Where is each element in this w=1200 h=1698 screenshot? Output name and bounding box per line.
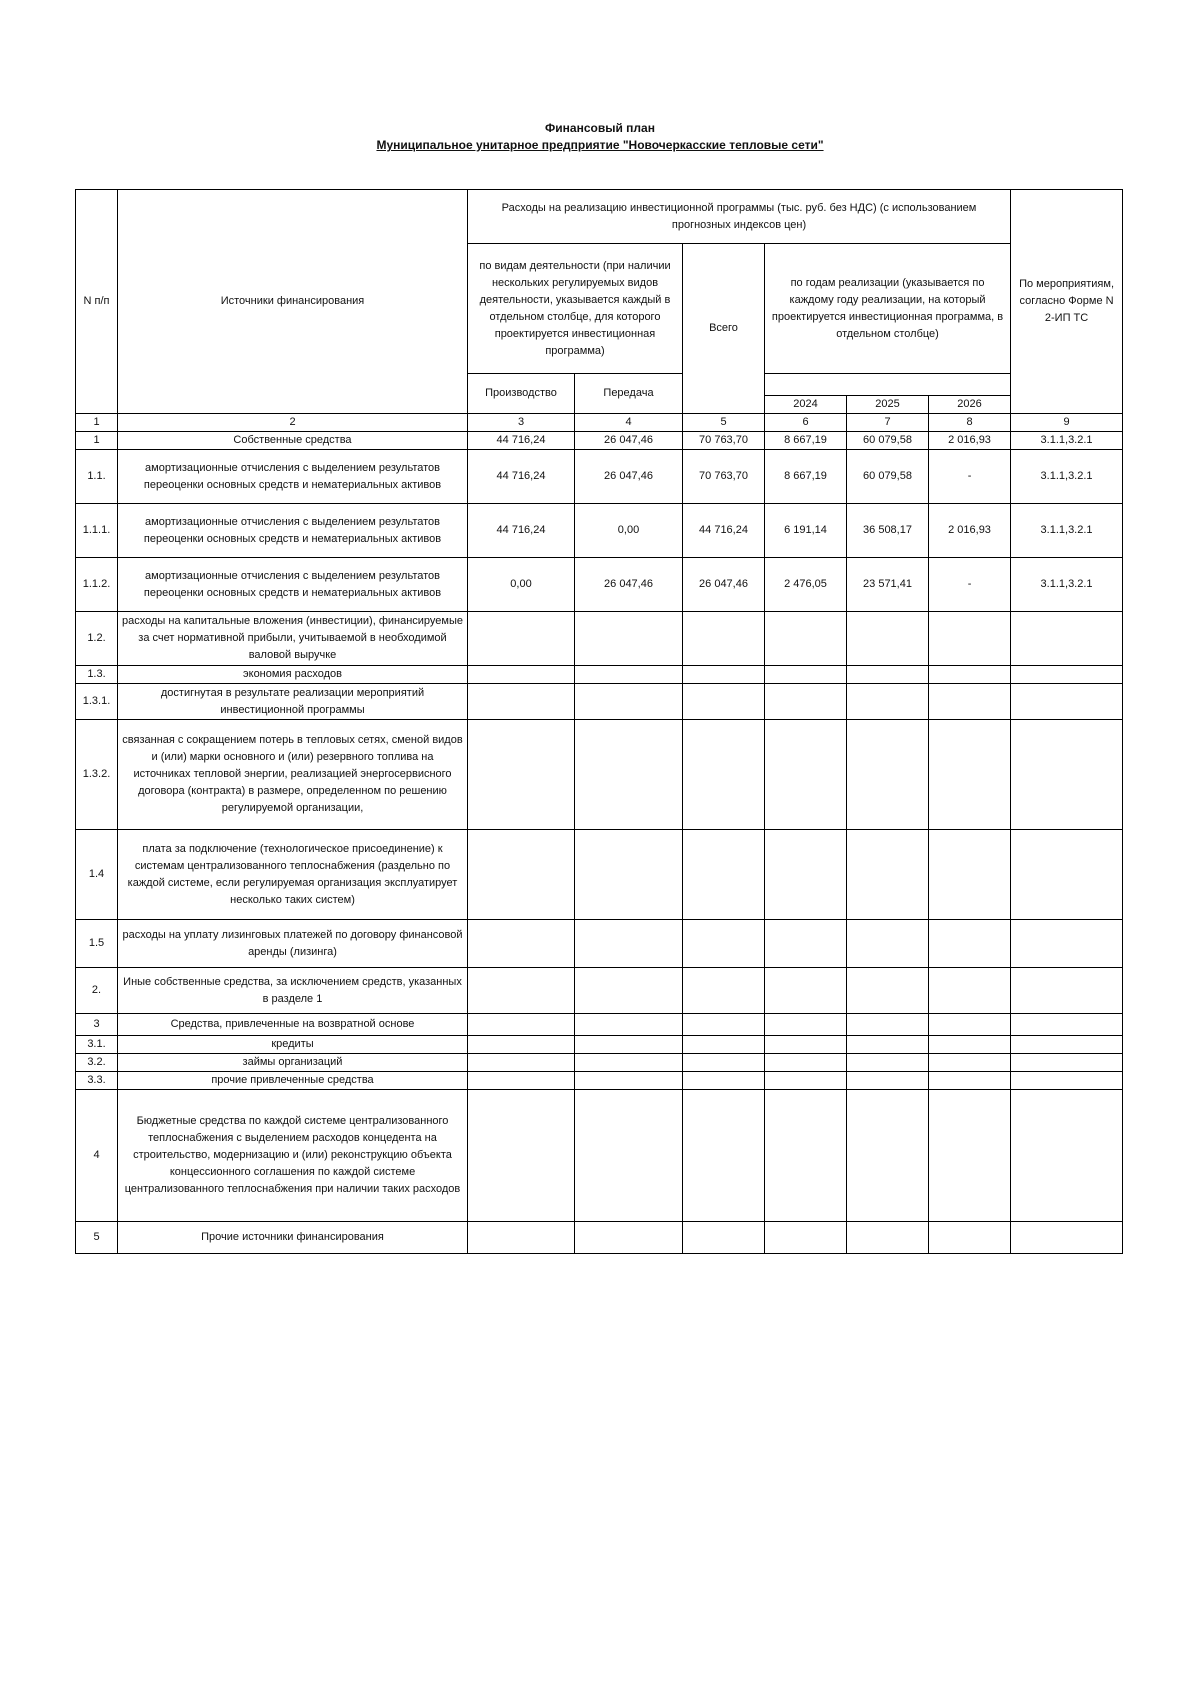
- row-2026: -: [929, 450, 1011, 504]
- table-row: [76, 450, 1123, 504]
- row-number: 3.1.: [76, 1036, 118, 1054]
- row-total: [683, 612, 765, 666]
- row-production: [468, 612, 575, 666]
- row-total: [683, 1222, 765, 1254]
- row-transfer: [575, 666, 683, 684]
- row-2024: 2 476,05: [765, 558, 847, 612]
- row-transfer: [575, 1054, 683, 1072]
- row-2025: 36 508,17: [847, 504, 929, 558]
- header-year-2025: 2025: [847, 396, 929, 414]
- row-source: кредиты: [118, 1036, 468, 1054]
- row-2024: [765, 968, 847, 1014]
- row-2024: [765, 1054, 847, 1072]
- row-source: амортизационные отчисления с выделением результатов переоценки основных средств и нематериальных активов: [118, 504, 468, 558]
- row-transfer: [575, 1090, 683, 1222]
- row-transfer: [575, 920, 683, 968]
- row-total: 44 716,24: [683, 504, 765, 558]
- table-row: [76, 432, 1123, 450]
- row-total: 70 763,70: [683, 450, 765, 504]
- row-number: 1.3.1.: [76, 684, 118, 720]
- row-2026: 2 016,93: [929, 432, 1011, 450]
- row-measures: [1011, 1090, 1123, 1222]
- table-row: [76, 558, 1123, 612]
- column-number: 6: [765, 414, 847, 432]
- row-total: [683, 1014, 765, 1036]
- row-production: [468, 666, 575, 684]
- row-measures: 3.1.1,3.2.1: [1011, 558, 1123, 612]
- header-transfer: Передача: [575, 374, 683, 414]
- row-2026: [929, 684, 1011, 720]
- row-2025: [847, 1014, 929, 1036]
- row-source: прочие привлеченные средства: [118, 1072, 468, 1090]
- row-2024: [765, 720, 847, 830]
- table-row: [76, 684, 1123, 720]
- row-2025: [847, 666, 929, 684]
- row-production: [468, 1036, 575, 1054]
- header-by-activity: по видам деятельности (при наличии нескольких регулируемых видов деятельности, указывается каждый в отдельном столбце, для которого проектируется инвестиционная программа): [468, 244, 683, 374]
- row-2025: 23 571,41: [847, 558, 929, 612]
- row-transfer: [575, 1014, 683, 1036]
- row-number: 1.3.: [76, 666, 118, 684]
- row-number: 1.4: [76, 830, 118, 920]
- row-2025: [847, 830, 929, 920]
- row-number: 1.1.2.: [76, 558, 118, 612]
- row-measures: [1011, 1072, 1123, 1090]
- row-source: Прочие источники финансирования: [118, 1222, 468, 1254]
- row-2026: [929, 1054, 1011, 1072]
- row-number: 5: [76, 1222, 118, 1254]
- table-row: [76, 968, 1123, 1014]
- row-transfer: [575, 1072, 683, 1090]
- row-total: [683, 1090, 765, 1222]
- header-year-2026: 2026: [929, 396, 1011, 414]
- row-total: [683, 684, 765, 720]
- row-2024: 8 667,19: [765, 450, 847, 504]
- row-2025: [847, 1090, 929, 1222]
- table-row: [76, 1036, 1123, 1054]
- column-number: 1: [76, 414, 118, 432]
- row-2024: [765, 1072, 847, 1090]
- row-2026: [929, 920, 1011, 968]
- row-2026: [929, 1222, 1011, 1254]
- row-source: амортизационные отчисления с выделением результатов переоценки основных средств и нематериальных активов: [118, 558, 468, 612]
- row-measures: [1011, 666, 1123, 684]
- header-expenses: Расходы на реализацию инвестиционной программы (тыс. руб. без НДС) (с использованием прогнозных индексов цен): [468, 190, 1011, 244]
- row-total: [683, 1054, 765, 1072]
- row-measures: 3.1.1,3.2.1: [1011, 450, 1123, 504]
- row-production: [468, 920, 575, 968]
- row-2026: [929, 666, 1011, 684]
- row-2026: [929, 968, 1011, 1014]
- row-transfer: [575, 684, 683, 720]
- row-measures: [1011, 920, 1123, 968]
- header-production: Производство: [468, 374, 575, 414]
- header-year-spacer: [765, 374, 1011, 396]
- row-number: 1.1.1.: [76, 504, 118, 558]
- row-2025: [847, 612, 929, 666]
- row-2024: [765, 830, 847, 920]
- column-number: 5: [683, 414, 765, 432]
- row-2026: -: [929, 558, 1011, 612]
- row-number: 1.3.2.: [76, 720, 118, 830]
- row-transfer: [575, 720, 683, 830]
- row-2026: [929, 612, 1011, 666]
- row-2025: 60 079,58: [847, 432, 929, 450]
- row-number: 4: [76, 1090, 118, 1222]
- row-2024: [765, 612, 847, 666]
- row-transfer: [575, 968, 683, 1014]
- row-number: 1.2.: [76, 612, 118, 666]
- row-measures: [1011, 720, 1123, 830]
- row-transfer: 26 047,46: [575, 450, 683, 504]
- column-number: 7: [847, 414, 929, 432]
- row-measures: [1011, 968, 1123, 1014]
- row-transfer: [575, 1036, 683, 1054]
- row-source: расходы на уплату лизинговых платежей по договору финансовой аренды (лизинга): [118, 920, 468, 968]
- row-transfer: 26 047,46: [575, 432, 683, 450]
- row-total: [683, 920, 765, 968]
- row-measures: [1011, 830, 1123, 920]
- table-row: [76, 1222, 1123, 1254]
- row-transfer: [575, 1222, 683, 1254]
- row-transfer: [575, 830, 683, 920]
- row-source: займы организаций: [118, 1054, 468, 1072]
- header-total: Всего: [683, 244, 765, 414]
- row-production: 44 716,24: [468, 504, 575, 558]
- row-number: 3.2.: [76, 1054, 118, 1072]
- row-2024: [765, 1090, 847, 1222]
- row-2026: [929, 1014, 1011, 1036]
- row-transfer: 0,00: [575, 504, 683, 558]
- document-title: Финансовый план: [545, 121, 655, 135]
- row-measures: [1011, 1014, 1123, 1036]
- row-production: [468, 1072, 575, 1090]
- row-transfer: 26 047,46: [575, 558, 683, 612]
- row-number: 3.3.: [76, 1072, 118, 1090]
- document-subtitle: Муниципальное унитарное предприятие "Новочеркасские тепловые сети": [376, 138, 824, 152]
- row-2026: [929, 830, 1011, 920]
- row-2026: [929, 1036, 1011, 1054]
- column-number: 8: [929, 414, 1011, 432]
- row-total: [683, 1036, 765, 1054]
- row-2024: [765, 920, 847, 968]
- row-2025: 60 079,58: [847, 450, 929, 504]
- row-2024: [765, 684, 847, 720]
- table-row: [76, 666, 1123, 684]
- row-measures: [1011, 1222, 1123, 1254]
- row-measures: [1011, 1036, 1123, 1054]
- row-source: плата за подключение (технологическое присоединение) к системам централизованного теплоснабжения (раздельно по каждой системе, если регулируемая организация эксплуатирует несколько таких систем): [118, 830, 468, 920]
- row-measures: 3.1.1,3.2.1: [1011, 504, 1123, 558]
- row-production: [468, 830, 575, 920]
- table-row: [76, 612, 1123, 666]
- header-by-measures: По мероприятиям, согласно Форме N 2-ИП ТС: [1011, 190, 1123, 414]
- row-measures: [1011, 684, 1123, 720]
- row-2024: [765, 1014, 847, 1036]
- row-2025: [847, 920, 929, 968]
- table-row: [76, 1054, 1123, 1072]
- row-2025: [847, 968, 929, 1014]
- row-production: 44 716,24: [468, 432, 575, 450]
- row-source: Собственные средства: [118, 432, 468, 450]
- row-number: 1.1.: [76, 450, 118, 504]
- row-source: амортизационные отчисления с выделением результатов переоценки основных средств и нематериальных активов: [118, 450, 468, 504]
- row-source: Бюджетные средства по каждой системе централизованного теплоснабжения с выделением расходов концедента на строительство, модернизацию и (или) реконструкцию объекта концессионного соглашения по каждой системе централизованного теплоснабжения при наличии таких расходов: [118, 1090, 468, 1222]
- row-source: достигнутая в результате реализации мероприятий инвестиционной программы: [118, 684, 468, 720]
- table-row: [76, 504, 1123, 558]
- column-number: 2: [118, 414, 468, 432]
- row-production: [468, 968, 575, 1014]
- row-transfer: [575, 612, 683, 666]
- row-total: [683, 830, 765, 920]
- row-production: [468, 1222, 575, 1254]
- row-source: экономия расходов: [118, 666, 468, 684]
- header-by-year: по годам реализации (указывается по каждому году реализации, на который проектируется инвестиционная программа, в отдельном столбце): [765, 244, 1011, 374]
- row-source: Иные собственные средства, за исключением средств, указанных в разделе 1: [118, 968, 468, 1014]
- table-row: [76, 1014, 1123, 1036]
- row-number: 1: [76, 432, 118, 450]
- row-2025: [847, 1072, 929, 1090]
- row-production: [468, 720, 575, 830]
- row-production: [468, 684, 575, 720]
- row-total: [683, 968, 765, 1014]
- financial-plan-table: [75, 189, 1123, 1254]
- row-number: 3: [76, 1014, 118, 1036]
- row-number: 1.5: [76, 920, 118, 968]
- column-number: 9: [1011, 414, 1123, 432]
- column-number: 3: [468, 414, 575, 432]
- header-year-2024: 2024: [765, 396, 847, 414]
- column-number: 4: [575, 414, 683, 432]
- table-row: [76, 720, 1123, 830]
- row-measures: [1011, 1054, 1123, 1072]
- row-total: [683, 720, 765, 830]
- row-measures: [1011, 612, 1123, 666]
- row-production: 0,00: [468, 558, 575, 612]
- row-total: 70 763,70: [683, 432, 765, 450]
- header-num: N п/п: [76, 190, 118, 414]
- row-2024: 8 667,19: [765, 432, 847, 450]
- row-2025: [847, 684, 929, 720]
- row-2026: [929, 1090, 1011, 1222]
- row-2026: 2 016,93: [929, 504, 1011, 558]
- row-2025: [847, 1036, 929, 1054]
- row-source: Средства, привлеченные на возвратной основе: [118, 1014, 468, 1036]
- row-number: 2.: [76, 968, 118, 1014]
- row-measures: 3.1.1,3.2.1: [1011, 432, 1123, 450]
- row-2026: [929, 1072, 1011, 1090]
- table-row: [76, 1090, 1123, 1222]
- row-2024: 6 191,14: [765, 504, 847, 558]
- row-2024: [765, 1222, 847, 1254]
- column-numbers-row: [76, 414, 1123, 432]
- row-2025: [847, 1054, 929, 1072]
- table-row: [76, 1072, 1123, 1090]
- row-production: [468, 1014, 575, 1036]
- row-total: [683, 1072, 765, 1090]
- table-row: [76, 830, 1123, 920]
- table-row: [76, 920, 1123, 968]
- row-2025: [847, 720, 929, 830]
- row-production: [468, 1054, 575, 1072]
- row-production: 44 716,24: [468, 450, 575, 504]
- row-total: 26 047,46: [683, 558, 765, 612]
- row-production: [468, 1090, 575, 1222]
- row-total: [683, 666, 765, 684]
- header-source: Источники финансирования: [118, 190, 468, 414]
- row-2026: [929, 720, 1011, 830]
- row-2024: [765, 666, 847, 684]
- row-source: расходы на капитальные вложения (инвестиции), финансируемые за счет нормативной прибыли, учитываемой в необходимой валовой выручке: [118, 612, 468, 666]
- row-source: связанная с сокращением потерь в тепловых сетях, сменой видов и (или) марки основного и (или) резервного топлива на источниках тепловой энергии, реализацией энергосервисного договора (контракта) в размере, определенном по решению регулируемой организации,: [118, 720, 468, 830]
- row-2025: [847, 1222, 929, 1254]
- row-2024: [765, 1036, 847, 1054]
